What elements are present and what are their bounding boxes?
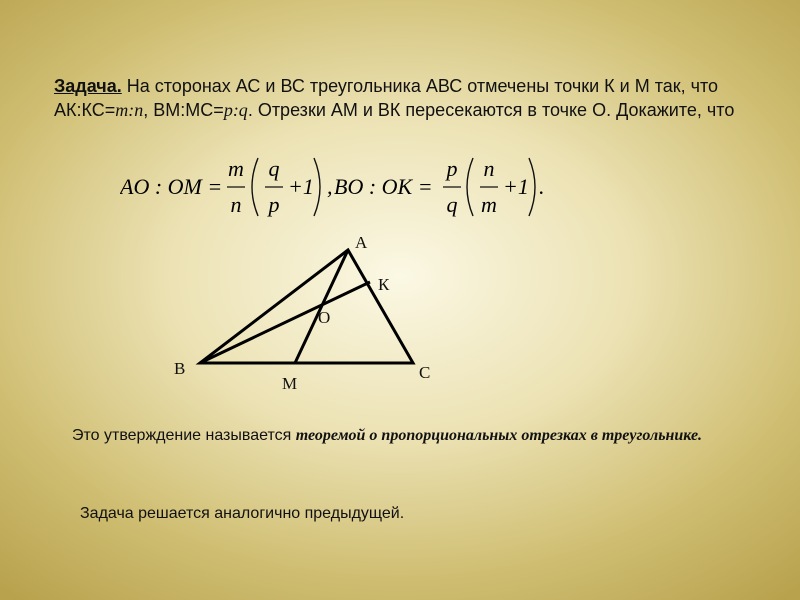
frac3-denominator: q xyxy=(446,192,458,217)
formula-plus-1: +1 xyxy=(288,174,314,199)
formula-lhs-1: AO : OM = xyxy=(120,174,223,199)
formula-period: . xyxy=(539,174,545,199)
problem-text-1: На сторонах АС и ВС треугольника АВС отмечены точки К и М так, что АК:КС= xyxy=(54,76,719,120)
frac2-numerator: q xyxy=(268,156,280,181)
vertex-label-a: А xyxy=(355,233,368,252)
frac3-numerator: p xyxy=(446,156,458,181)
vertex-label-c: С xyxy=(419,363,431,382)
frac2-denominator: p xyxy=(268,192,280,217)
point-label-o: О xyxy=(318,308,331,327)
theorem-note xyxy=(72,424,712,448)
frac1-denominator: n xyxy=(230,192,242,217)
frac4-numerator: n xyxy=(483,156,495,181)
formula-lhs-2: BO : OK = xyxy=(334,174,433,199)
triangle-abc xyxy=(200,250,413,363)
segment-bk xyxy=(200,282,370,363)
ratio-ak-kc: m:n xyxy=(115,100,144,120)
point-label-k: К xyxy=(378,275,390,294)
formula-comma: , xyxy=(327,174,333,199)
frac1-numerator: m xyxy=(228,156,244,181)
frac4-denominator: m xyxy=(481,192,497,217)
solution-hint: Задача решается аналогично предыдущей. xyxy=(80,505,405,522)
theorem-name: теоремой о пропорциональных отрезках в треугольнике. xyxy=(295,427,703,444)
ratio-bm-mc: p:q xyxy=(223,100,248,120)
point-label-m: М xyxy=(282,374,298,393)
theorem-prefix: Это утверждение называется xyxy=(72,427,296,444)
formula-plus-2: +1 xyxy=(503,174,529,199)
problem-text-3: . Отрезки АМ и ВК пересекаются в точке О. Докажите, что xyxy=(247,100,735,120)
problem-text-2: , ВМ:МС= xyxy=(143,100,224,120)
problem-label: Задача. xyxy=(54,76,122,96)
vertex-label-b: В xyxy=(174,359,186,378)
